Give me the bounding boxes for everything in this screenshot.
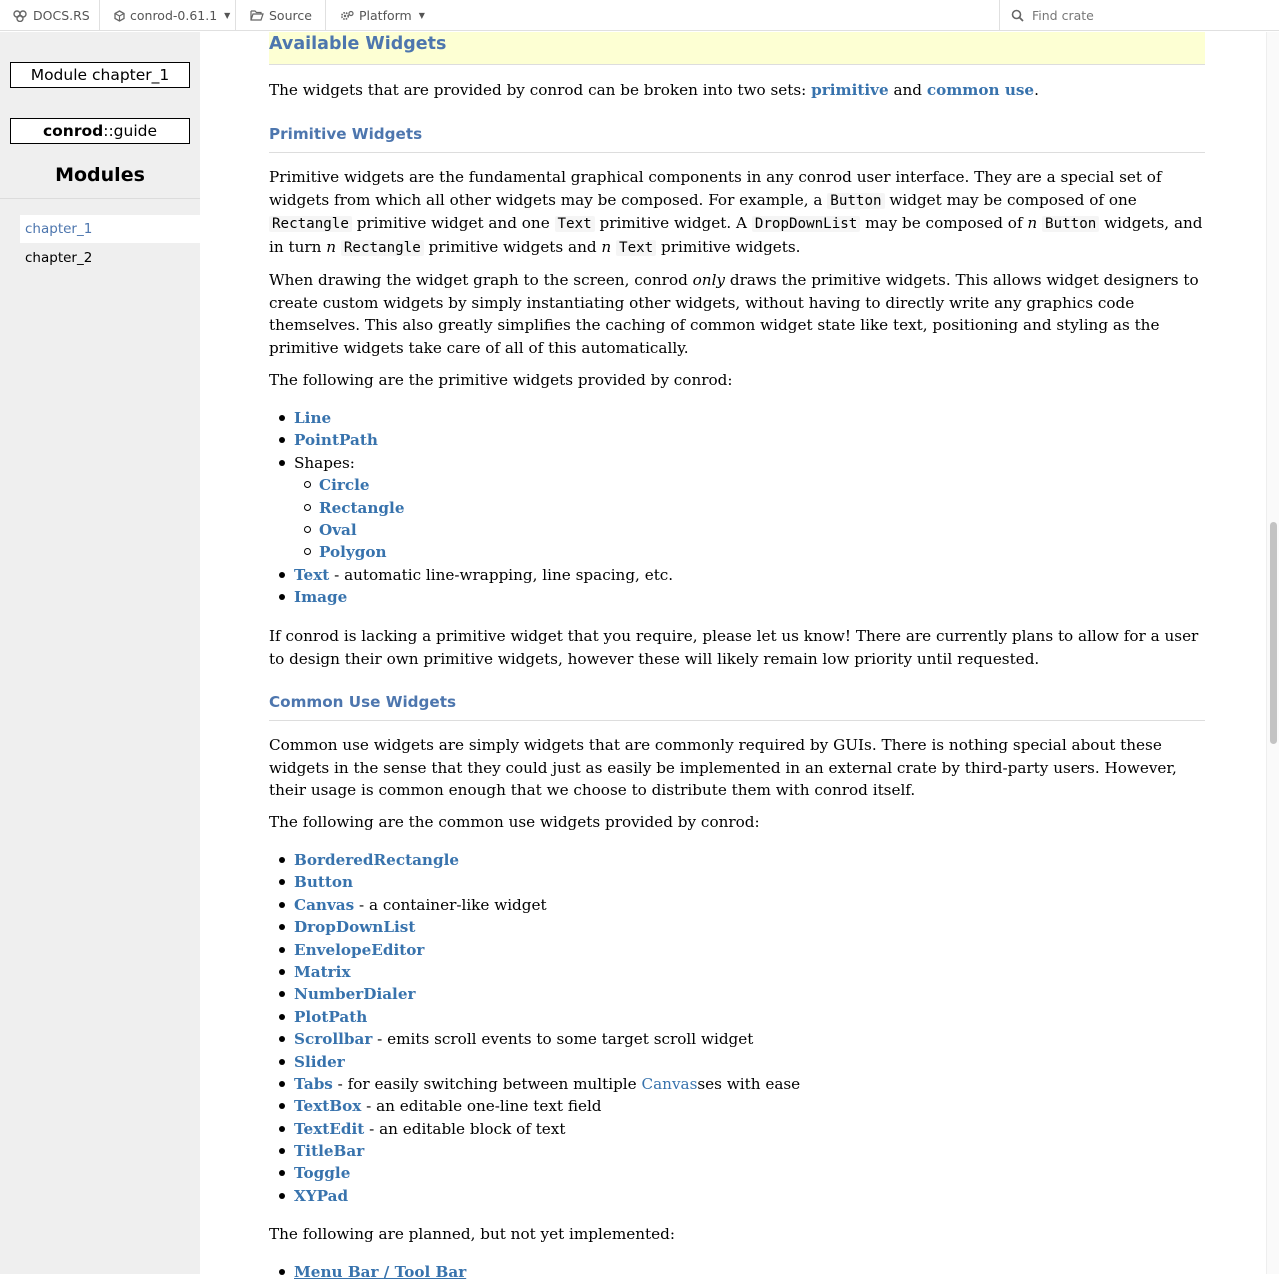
- shapes-label: Shapes:: [294, 453, 355, 472]
- common-use-link[interactable]: common use: [926, 81, 1035, 99]
- list-item: [269, 1118, 1205, 1140]
- list-item: [269, 541, 1205, 563]
- common-list-intro: The following are the common use widgets provided by conrod:: [269, 813, 760, 831]
- platform-menu-button[interactable]: [340, 0, 425, 31]
- sidebar: [0, 32, 200, 1274]
- list-item: [269, 961, 1205, 983]
- sidebar-item-chapter-1[interactable]: chapter_1: [20, 215, 200, 243]
- list-item: [269, 1095, 1205, 1117]
- tabs-link[interactable]: Tabs: [294, 1074, 333, 1093]
- list-item: [269, 939, 1205, 961]
- planned-widget-list: [269, 1261, 1205, 1283]
- folder-open-icon: [250, 10, 264, 21]
- sidebar-divider: [0, 198, 200, 199]
- docs-rs-label: DOCS.RS: [33, 8, 90, 23]
- list-item: [269, 1162, 1205, 1184]
- widget-description: - for easily switching between multiple: [332, 1074, 642, 1093]
- numberdialer-link[interactable]: NumberDialer: [294, 985, 416, 1004]
- slider-link[interactable]: Slider: [294, 1052, 345, 1071]
- rectangle-link[interactable]: Rectangle: [319, 498, 405, 517]
- primitive-paragraph-2: When drawing the widget graph to the screen, conrod only draws the primitive widgets. This allows widget designers to create custom widgets by simply instantiating other widgets, without having to directly write any graphics code themselves. This also greatly simplifies the caching of common widget state like text, positioning and styling as the primitive widgets take care of all of this automatically.: [269, 271, 1199, 357]
- gears-icon: [340, 10, 354, 22]
- source-link[interactable]: [250, 0, 312, 31]
- crate-search-input[interactable]: [1011, 0, 1094, 31]
- list-item: [269, 519, 1205, 541]
- crate-name-label: conrod-0.61.1: [130, 8, 218, 23]
- module-title-box: [10, 62, 190, 88]
- available-widgets-heading: Available Widgets: [269, 32, 1205, 65]
- list-item: [269, 1073, 1205, 1095]
- cube-icon: [114, 10, 125, 22]
- common-widget-list: [269, 849, 1205, 1207]
- widget-description: - an editable one-line text field: [361, 1097, 602, 1116]
- matrix-link[interactable]: Matrix: [294, 962, 351, 981]
- search-icon: [1011, 9, 1024, 22]
- menu-bar-link[interactable]: Menu Bar / Tool Bar: [294, 1263, 467, 1281]
- line-link[interactable]: Line: [294, 409, 332, 427]
- widget-description: - emits scroll events to some target scroll widget: [372, 1030, 754, 1049]
- canvas-inline-link[interactable]: Canvas: [641, 1074, 698, 1093]
- breadcrumb-crate[interactable]: conrod: [42, 122, 104, 140]
- canvas-link[interactable]: Canvas: [294, 895, 355, 914]
- list-item: [269, 916, 1205, 938]
- xypad-link[interactable]: XYPad: [294, 1186, 349, 1205]
- crate-menu-button[interactable]: [114, 0, 230, 31]
- list-item: [269, 429, 1205, 451]
- widget-description: - an editable block of text: [364, 1119, 566, 1138]
- module-title: Module chapter_1: [30, 66, 170, 84]
- oval-link[interactable]: Oval: [319, 520, 357, 539]
- search-placeholder: Find crate: [1032, 8, 1094, 23]
- widget-description: ses with ease: [697, 1074, 801, 1093]
- list-item: [269, 474, 1205, 496]
- platform-label: Platform: [359, 8, 412, 23]
- scrollbar-link[interactable]: Scrollbar: [294, 1030, 373, 1049]
- list-item: [269, 1261, 1205, 1283]
- list-item: [269, 586, 1205, 608]
- envelopeeditor-link[interactable]: EnvelopeEditor: [294, 940, 425, 959]
- list-item: [269, 849, 1205, 871]
- breadcrumb-box[interactable]: [10, 118, 190, 144]
- page-scrollbar[interactable]: [1266, 32, 1279, 1274]
- list-item: [269, 894, 1205, 916]
- polygon-link[interactable]: Polygon: [319, 543, 387, 562]
- borderedrectangle-link[interactable]: BorderedRectangle: [294, 851, 460, 869]
- widget-description: - a container-like widget: [354, 895, 547, 914]
- primitive-widget-list: [269, 407, 1205, 609]
- intro-paragraph: The widgets that are provided by conrod can be broken into two sets: primitive and common use.: [269, 81, 1039, 99]
- list-item: [269, 983, 1205, 1005]
- breadcrumb-separator: ::: [103, 122, 114, 140]
- button-link[interactable]: Button: [294, 873, 354, 892]
- cubes-logo-icon: [13, 10, 28, 22]
- list-item: [269, 1185, 1205, 1207]
- scrollbar-thumb[interactable]: [1270, 522, 1277, 744]
- toggle-link[interactable]: Toggle: [294, 1164, 351, 1183]
- breadcrumb-module[interactable]: guide: [113, 122, 158, 140]
- source-label: Source: [269, 8, 312, 23]
- chevron-down-icon: ▼: [418, 11, 425, 20]
- primitive-paragraph-3: If conrod is lacking a primitive widget that you require, please let us know! There are currently plans to allow for a user to design their own primitive widgets, however these will likely remain low priority until requested.: [269, 627, 1199, 668]
- primitive-paragraph-1: Primitive widgets are the fundamental graphical components in any conrod user interface. They are a special set of widgets from which all other widgets may be composed. For example, a Button widget may be composed of one Rectangle primitive widget and one Text primitive widget. A DropDownList may be composed of n Button widgets, and in turn n Rectangle primitive widgets and n Text primitive widgets.: [269, 168, 1203, 256]
- top-navigation-bar: [0, 0, 1279, 31]
- plotpath-link[interactable]: PlotPath: [294, 1007, 368, 1026]
- circle-link[interactable]: Circle: [319, 476, 370, 495]
- primitive-list-intro: The following are the primitive widgets provided by conrod:: [269, 371, 733, 389]
- list-item: [269, 1051, 1205, 1073]
- list-item: [269, 497, 1205, 519]
- textedit-link[interactable]: TextEdit: [294, 1119, 365, 1138]
- list-item: [269, 1006, 1205, 1028]
- modules-heading: Modules: [55, 164, 145, 186]
- primitive-widgets-heading: Primitive Widgets: [269, 123, 1205, 153]
- planned-intro: The following are planned, but not yet implemented:: [269, 1225, 675, 1243]
- list-item: [269, 452, 1205, 474]
- titlebar-link[interactable]: TitleBar: [294, 1142, 365, 1161]
- common-use-widgets-heading: Common Use Widgets: [269, 691, 1205, 721]
- list-item: [269, 1028, 1205, 1050]
- textbox-link[interactable]: TextBox: [294, 1097, 362, 1116]
- dropdownlist-link[interactable]: DropDownList: [294, 918, 416, 937]
- primitive-link[interactable]: primitive: [811, 81, 889, 99]
- list-item: [269, 407, 1205, 429]
- list-item: [269, 871, 1205, 893]
- docs-rs-home-link[interactable]: [13, 0, 90, 31]
- image-link[interactable]: Image: [294, 588, 348, 607]
- list-item: [269, 1140, 1205, 1162]
- common-paragraph-1: Common use widgets are simply widgets that are commonly required by GUIs. There is nothing special about these widgets in the sense that they could just as easily be implemented in an external crate by third-party users. However, their usage is common enough that we choose to distribute them with conrod itself.: [269, 736, 1177, 800]
- sidebar-item-chapter-2[interactable]: chapter_2: [25, 250, 93, 266]
- list-item: Text - automatic line-wrapping, line spacing, etc.: [269, 564, 1205, 586]
- chevron-down-icon: ▼: [224, 11, 231, 20]
- pointpath-link[interactable]: PointPath: [294, 431, 378, 450]
- text-link[interactable]: Text: [294, 565, 330, 584]
